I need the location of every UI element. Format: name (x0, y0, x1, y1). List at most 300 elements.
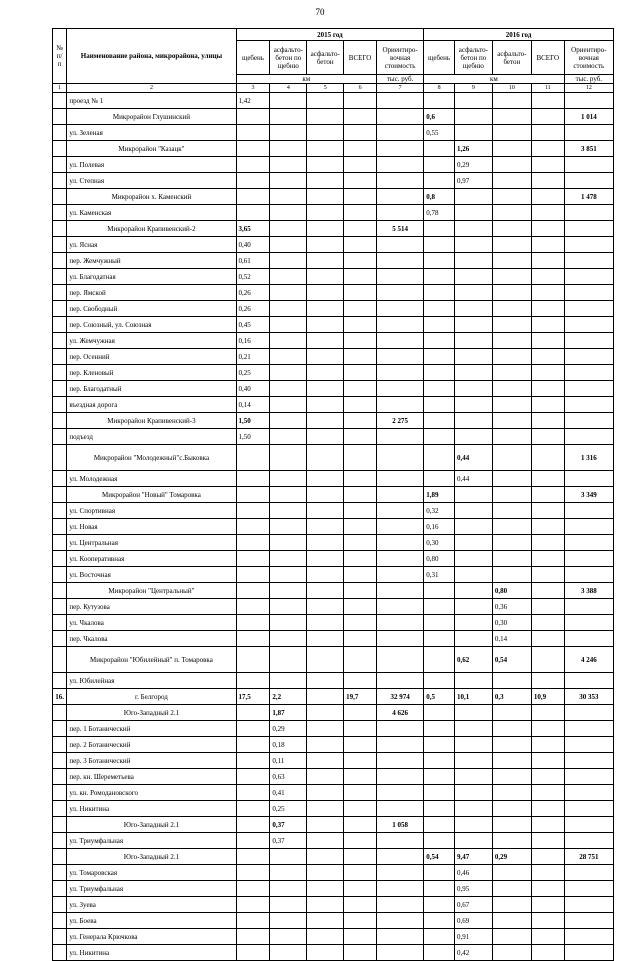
value-cell: 0,14 (492, 631, 531, 647)
value-cell (454, 615, 492, 631)
value-cell (307, 157, 344, 173)
table-row (53, 785, 614, 801)
row-number (53, 125, 67, 141)
street-name: ул. Молодежная (67, 471, 236, 487)
col-number: 11 (531, 84, 564, 93)
value-cell (307, 689, 344, 705)
table-row (53, 253, 614, 269)
section-row (53, 849, 614, 865)
table-row (53, 125, 614, 141)
value-cell (236, 753, 270, 769)
column-numbers-row (53, 84, 614, 93)
value-cell (307, 705, 344, 721)
value-cell (270, 913, 307, 929)
table-row (53, 567, 614, 583)
col-number: 9 (454, 84, 492, 93)
street-name: пер. Чкалова (67, 631, 236, 647)
value-cell (492, 929, 531, 945)
table-row (53, 929, 614, 945)
value-cell (424, 445, 455, 471)
value-cell: 0,62 (454, 647, 492, 673)
value-cell: 1 478 (564, 189, 613, 205)
value-cell (454, 413, 492, 429)
value-cell (564, 945, 613, 961)
table-row (53, 673, 614, 689)
value-cell (270, 487, 307, 503)
value-cell (424, 141, 455, 157)
street-name: ул. Генерала Крючкова (67, 929, 236, 945)
value-cell (424, 599, 455, 615)
value-cell (531, 945, 564, 961)
value-cell (270, 157, 307, 173)
value-cell (270, 445, 307, 471)
value-cell (492, 429, 531, 445)
row-number (53, 349, 67, 365)
value-cell (564, 471, 613, 487)
value-cell (376, 93, 423, 109)
value-cell (344, 551, 377, 567)
value-cell (344, 615, 377, 631)
value-cell (376, 647, 423, 673)
value-cell (307, 801, 344, 817)
value-cell (564, 205, 613, 221)
value-cell (270, 381, 307, 397)
value-cell (424, 429, 455, 445)
row-number: 16. (53, 689, 67, 705)
table-row (53, 285, 614, 301)
value-cell (454, 205, 492, 221)
value-cell: 1,87 (270, 705, 307, 721)
value-cell: 0,40 (236, 381, 270, 397)
table-row (53, 365, 614, 381)
value-cell: 0,32 (424, 503, 455, 519)
value-cell (307, 551, 344, 567)
value-cell (424, 705, 455, 721)
street-name: ул. Кооперативная (67, 551, 236, 567)
value-cell (492, 269, 531, 285)
street-name: ул. Триумфальная (67, 833, 236, 849)
value-cell (270, 429, 307, 445)
value-cell (270, 317, 307, 333)
table-row (53, 205, 614, 221)
col-number: 5 (307, 84, 344, 93)
value-cell (531, 705, 564, 721)
value-cell (424, 865, 455, 881)
value-cell (424, 583, 455, 599)
value-cell (531, 285, 564, 301)
value-cell (564, 93, 613, 109)
row-number (53, 381, 67, 397)
street-name: пер. 1 Ботанический (67, 721, 236, 737)
row-number (53, 157, 67, 173)
value-cell (492, 205, 531, 221)
value-cell (564, 503, 613, 519)
value-cell (307, 445, 344, 471)
value-cell (307, 865, 344, 881)
value-cell (531, 397, 564, 413)
value-cell (236, 615, 270, 631)
value-cell (454, 301, 492, 317)
street-name: пер. 2 Ботанический (67, 737, 236, 753)
value-cell (376, 801, 423, 817)
row-number (53, 865, 67, 881)
value-cell (307, 615, 344, 631)
value-cell (270, 269, 307, 285)
row-number (53, 333, 67, 349)
value-cell (564, 349, 613, 365)
table-row (53, 801, 614, 817)
value-cell (376, 881, 423, 897)
value-cell: 0,67 (454, 897, 492, 913)
value-cell (492, 141, 531, 157)
value-cell (236, 205, 270, 221)
value-cell (344, 125, 377, 141)
section-row (53, 689, 614, 705)
street-name: ул. Степная (67, 173, 236, 189)
value-cell (344, 817, 377, 833)
section-row (53, 189, 614, 205)
col-number: 12 (564, 84, 613, 93)
value-cell (454, 801, 492, 817)
section-row (53, 109, 614, 125)
value-cell (307, 817, 344, 833)
value-cell (564, 381, 613, 397)
value-cell (376, 567, 423, 583)
value-cell (531, 141, 564, 157)
value-cell (531, 125, 564, 141)
street-name: ул. Юбилейная (67, 673, 236, 689)
value-cell (492, 673, 531, 689)
table-body (53, 93, 614, 961)
value-cell (236, 673, 270, 689)
value-cell (307, 567, 344, 583)
table-row (53, 551, 614, 567)
value-cell (531, 849, 564, 865)
section-row (53, 705, 614, 721)
value-cell (236, 721, 270, 737)
row-number (53, 221, 67, 237)
value-cell (424, 301, 455, 317)
value-cell (564, 317, 613, 333)
value-cell: 1,50 (236, 413, 270, 429)
value-cell (531, 519, 564, 535)
value-cell: 1 058 (376, 817, 423, 833)
col-number: 2 (67, 84, 236, 93)
value-cell (307, 929, 344, 945)
value-cell (376, 141, 423, 157)
value-cell (454, 737, 492, 753)
table-header (53, 29, 614, 93)
value-cell (236, 945, 270, 961)
value-cell (454, 551, 492, 567)
value-cell (531, 487, 564, 503)
value-cell (270, 865, 307, 881)
value-cell: 0,18 (270, 737, 307, 753)
value-cell (492, 769, 531, 785)
value-cell (376, 189, 423, 205)
table-row (53, 913, 614, 929)
row-number (53, 365, 67, 381)
value-cell (307, 285, 344, 301)
value-cell (236, 801, 270, 817)
row-number (53, 237, 67, 253)
value-cell: 0,21 (236, 349, 270, 365)
header-unit-km-2015: км (236, 75, 376, 84)
street-name: ул. Ясная (67, 237, 236, 253)
value-cell (492, 721, 531, 737)
value-cell (492, 881, 531, 897)
value-cell (344, 785, 377, 801)
value-cell (564, 173, 613, 189)
value-cell (424, 631, 455, 647)
row-number (53, 673, 67, 689)
value-cell: 0,37 (270, 833, 307, 849)
value-cell: 0,80 (492, 583, 531, 599)
value-cell (344, 365, 377, 381)
value-cell (236, 471, 270, 487)
value-cell (531, 551, 564, 567)
value-cell (376, 365, 423, 381)
value-cell (492, 445, 531, 471)
section-name: Микрорайон "Новый" Томаровка (67, 487, 236, 503)
street-name: ул. Жемчужная (67, 333, 236, 349)
value-cell (531, 583, 564, 599)
value-cell (531, 189, 564, 205)
value-cell (236, 881, 270, 897)
street-name: подъезд (67, 429, 236, 445)
value-cell: 0,16 (236, 333, 270, 349)
value-cell (270, 93, 307, 109)
value-cell (492, 333, 531, 349)
value-cell (344, 173, 377, 189)
value-cell: 0,11 (270, 753, 307, 769)
value-cell (376, 349, 423, 365)
value-cell (376, 205, 423, 221)
value-cell (270, 929, 307, 945)
value-cell (236, 705, 270, 721)
value-cell (531, 445, 564, 471)
value-cell (564, 737, 613, 753)
value-cell (270, 551, 307, 567)
value-cell (424, 737, 455, 753)
value-cell (344, 471, 377, 487)
value-cell: 0,5 (424, 689, 455, 705)
value-cell (492, 753, 531, 769)
table-row (53, 615, 614, 631)
value-cell: 30 353 (564, 689, 613, 705)
value-cell (376, 737, 423, 753)
value-cell (344, 721, 377, 737)
value-cell: 1,50 (236, 429, 270, 445)
value-cell (531, 381, 564, 397)
value-cell (270, 849, 307, 865)
value-cell (564, 599, 613, 615)
row-number (53, 769, 67, 785)
value-cell (307, 785, 344, 801)
row-number (53, 253, 67, 269)
street-name: пер. Кутузова (67, 599, 236, 615)
value-cell (236, 865, 270, 881)
value-cell (454, 349, 492, 365)
section-name: Микрорайон "Юбилейный" п. Томаровка (67, 647, 236, 673)
value-cell (270, 125, 307, 141)
value-cell (344, 647, 377, 673)
value-cell (307, 769, 344, 785)
value-cell (344, 205, 377, 221)
table-row (53, 631, 614, 647)
value-cell (424, 285, 455, 301)
value-cell (454, 109, 492, 125)
value-cell (531, 221, 564, 237)
value-cell: 1 316 (564, 445, 613, 471)
page-number: 70 (315, 7, 325, 17)
value-cell (307, 189, 344, 205)
table-row (53, 173, 614, 189)
section-row (53, 817, 614, 833)
value-cell (531, 173, 564, 189)
row-number (53, 413, 67, 429)
value-cell (424, 913, 455, 929)
value-cell (270, 503, 307, 519)
value-cell (531, 833, 564, 849)
street-name: пер. Благодатный (67, 381, 236, 397)
row-number (53, 647, 67, 673)
col-number: 8 (424, 84, 455, 93)
table-row (53, 833, 614, 849)
value-cell (492, 817, 531, 833)
value-cell (376, 503, 423, 519)
value-cell (307, 673, 344, 689)
value-cell (564, 301, 613, 317)
value-cell (270, 349, 307, 365)
value-cell: 0,46 (454, 865, 492, 881)
value-cell (531, 157, 564, 173)
value-cell (531, 253, 564, 269)
value-cell (236, 445, 270, 471)
value-cell (454, 817, 492, 833)
row-number (53, 535, 67, 551)
section-name: г. Белгород (67, 689, 236, 705)
section-row (53, 413, 614, 429)
value-cell (307, 125, 344, 141)
value-cell (492, 397, 531, 413)
value-cell (492, 157, 531, 173)
row-number (53, 487, 67, 503)
value-cell (531, 429, 564, 445)
header-total-2016: ВСЕГО (531, 41, 564, 75)
header-asph-gravel-2015: асфальто-бетон по щебню (270, 41, 307, 75)
value-cell (492, 189, 531, 205)
row-number (53, 269, 67, 285)
street-name: ул. Каменская (67, 205, 236, 221)
value-cell (454, 237, 492, 253)
section-row (53, 445, 614, 471)
value-cell (344, 769, 377, 785)
value-cell (531, 535, 564, 551)
value-cell (492, 785, 531, 801)
value-cell (376, 599, 423, 615)
value-cell: 0,31 (424, 567, 455, 583)
value-cell (270, 519, 307, 535)
value-cell (424, 365, 455, 381)
table-row (53, 753, 614, 769)
value-cell (492, 535, 531, 551)
value-cell (344, 397, 377, 413)
section-name: Микрорайон Крапивенский-2 (67, 221, 236, 237)
value-cell (236, 785, 270, 801)
value-cell (307, 503, 344, 519)
value-cell (344, 599, 377, 615)
street-name: пер. Ямской (67, 285, 236, 301)
value-cell (307, 737, 344, 753)
value-cell (344, 705, 377, 721)
table-row (53, 317, 614, 333)
header-name: Наименование района, микрорайона, улицы (67, 29, 236, 84)
value-cell (307, 721, 344, 737)
value-cell (307, 93, 344, 109)
value-cell (344, 737, 377, 753)
value-cell (344, 673, 377, 689)
value-cell (236, 551, 270, 567)
row-number (53, 881, 67, 897)
value-cell (531, 599, 564, 615)
value-cell (564, 429, 613, 445)
value-cell (344, 503, 377, 519)
section-name: Юго-Западный 2.1 (67, 817, 236, 833)
row-number (53, 833, 67, 849)
value-cell: 0,55 (424, 125, 455, 141)
value-cell (344, 583, 377, 599)
value-cell (344, 141, 377, 157)
value-cell: 0,6 (424, 109, 455, 125)
value-cell (424, 833, 455, 849)
value-cell (454, 429, 492, 445)
header-cost-2015: Ориентиро-вочная стоимость (376, 41, 423, 75)
value-cell (307, 881, 344, 897)
street-name: проезд № 1 (67, 93, 236, 109)
row-number (53, 599, 67, 615)
street-name: пер. Осенний (67, 349, 236, 365)
value-cell (424, 93, 455, 109)
value-cell: 19,7 (344, 689, 377, 705)
table-row (53, 301, 614, 317)
value-cell (531, 567, 564, 583)
value-cell (424, 333, 455, 349)
value-cell (531, 317, 564, 333)
value-cell (564, 237, 613, 253)
col-number: 3 (236, 84, 270, 93)
value-cell (424, 253, 455, 269)
col-number: 4 (270, 84, 307, 93)
col-number: 7 (376, 84, 423, 93)
value-cell: 1,42 (236, 93, 270, 109)
row-number (53, 551, 67, 567)
row-number (53, 801, 67, 817)
value-cell (270, 413, 307, 429)
value-cell (307, 141, 344, 157)
value-cell: 0,29 (492, 849, 531, 865)
row-number (53, 301, 67, 317)
value-cell (307, 631, 344, 647)
value-cell (492, 913, 531, 929)
value-cell (270, 615, 307, 631)
value-cell (564, 221, 613, 237)
value-cell: 28 751 (564, 849, 613, 865)
value-cell (307, 253, 344, 269)
value-cell (564, 285, 613, 301)
value-cell (376, 551, 423, 567)
row-number (53, 397, 67, 413)
